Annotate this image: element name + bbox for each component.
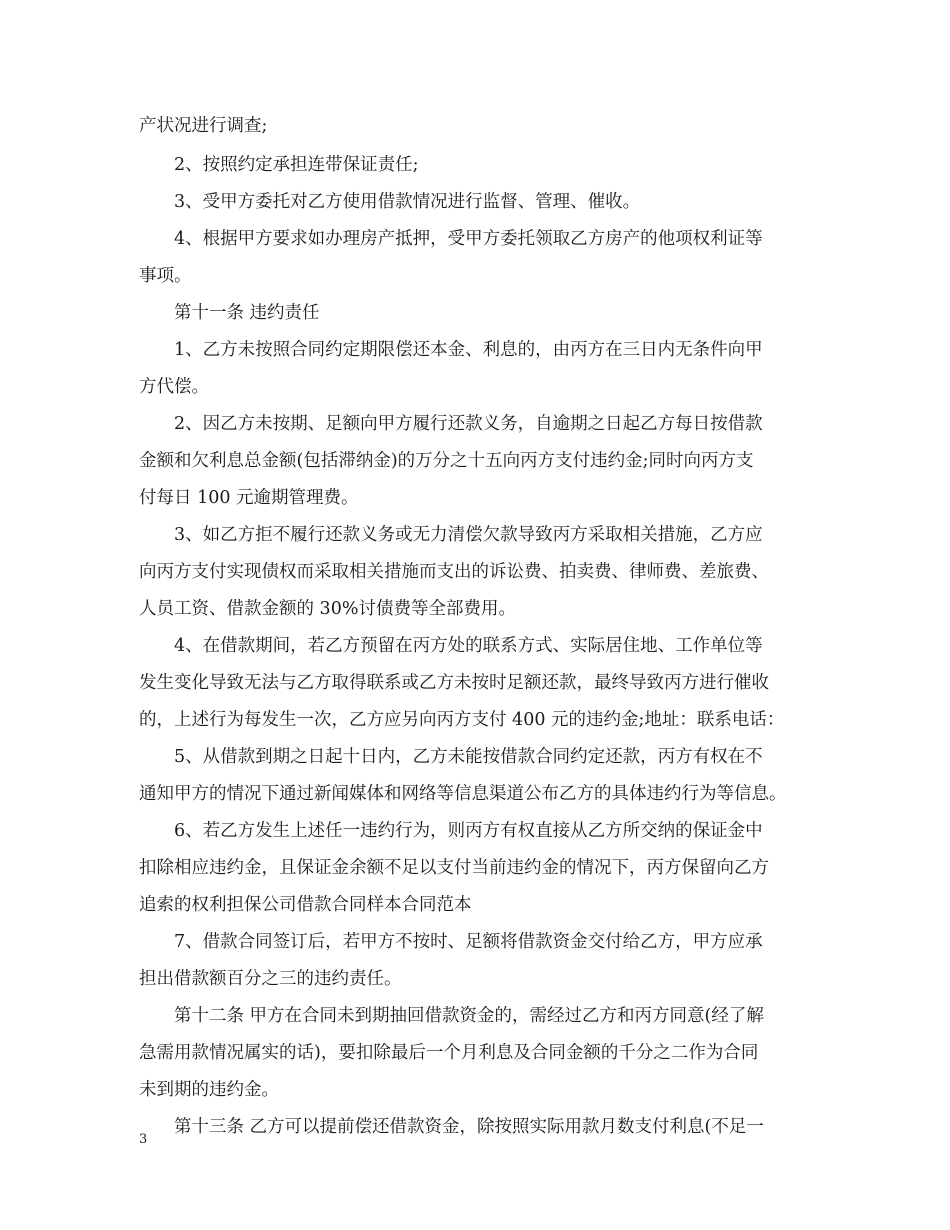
text-line: 发生变化导致无法与乙方取得联系或乙方未按时足额还款，最终导致丙方进行催收 [139,673,769,693]
text-line: 4、在借款期间，若乙方预留在丙方处的联系方式、实际居住地、工作单位等 [174,636,763,656]
text-line: 产状况进行调查; [139,116,268,136]
section-heading: 第十三条 乙方可以提前偿还借款资金，除按照实际用款月数支付利息(不足一 [174,1117,764,1137]
text-line: 的，上述行为每发生一次，乙方应另向丙方支付 400 元的违约金;地址：联系电话： [139,710,785,730]
text-line: 7、借款合同签订后，若甲方不按时、足额将借款资金交付给乙方，甲方应承 [174,932,763,952]
text-line: 4、根据甲方要求如办理房产抵押，受甲方委托领取乙方房产的他项权利证等 [174,229,763,249]
text-line: 5、从借款到期之日起十日内，乙方未能按借款合同约定还款，丙方有权在不 [174,747,763,767]
text-line: 付每日 100 元逾期管理费。 [139,488,359,508]
text-line: 6、若乙方发生上述任一违约行为，则丙方有权直接从乙方所交纳的保证金中 [174,821,763,841]
text-line: 通知甲方的情况下通过新闻媒体和网络等信息渠道公布乙方的具体违约行为等信息。 [139,784,787,804]
text-line: 2、按照约定承担连带保证责任; [174,155,419,175]
text-line: 扣除相应违约金，且保证金余额不足以支付当前违约金的情况下，丙方保留向乙方 [139,858,769,878]
text-line: 人员工资、借款金额的 30%讨债费等全部费用。 [139,599,516,619]
text-line: 追索的权利担保公司借款合同样本合同范本 [139,895,472,915]
text-line: 3、受甲方委托对乙方使用借款情况进行监督、管理、催收。 [174,192,641,212]
text-line: 3、如乙方拒不履行还款义务或无力清偿欠款导致丙方采取相关措施，乙方应 [174,525,763,545]
section-heading: 第十二条 甲方在合同未到期抽回借款资金的，需经过乙方和丙方同意(经了解 [174,1006,764,1026]
text-line: 金额和欠利息总金额(包括滞纳金)的万分之十五向丙方支付违约金;同时向丙方支 [139,451,754,471]
text-line: 急需用款情况属实的话)，要扣除最后一个月利息及合同金额的千分之二作为合同 [139,1043,759,1063]
text-line: 担出借款额百分之三的违约责任。 [139,969,402,989]
text-line: 事项。 [139,266,192,286]
section-heading: 第十一条 违约责任 [174,303,320,323]
text-line: 2、因乙方未按期、足额向甲方履行还款义务，自逾期之日起乙方每日按借款 [174,414,763,434]
text-line: 1、乙方未按照合同约定期限偿还本金、利息的，由丙方在三日内无条件向甲 [174,340,763,360]
text-line: 未到期的违约金。 [139,1080,279,1100]
text-line: 向丙方支付实现债权而采取相关措施而支出的诉讼费、拍卖费、律师费、差旅费、 [139,562,769,582]
text-line: 方代偿。 [139,377,209,397]
page-number: 3 [139,1132,148,1147]
